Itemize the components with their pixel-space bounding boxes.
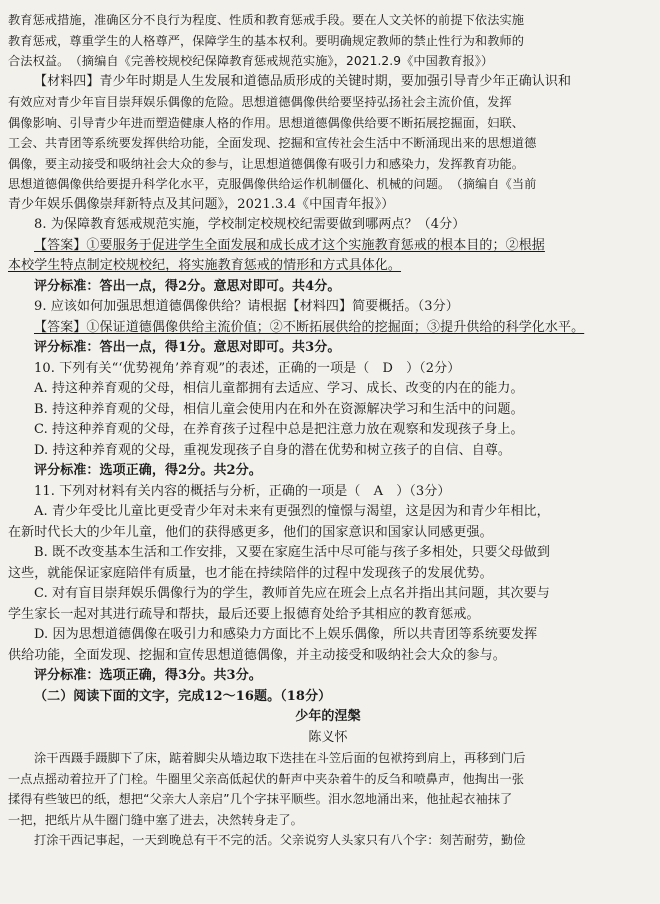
text-line: 工会、共青团等系统要发挥供给功能，全面发现、挖掘和宣传社会生活中不断涌现出来的思想道德	[8, 136, 537, 150]
story-paragraph: 一把，把纸片从牛圈门缝中塞了进去，决然转身走了。	[8, 812, 303, 827]
scoring-10: 评分标准：选项正确，得2分。共2分。	[34, 463, 262, 478]
text-line: 思想道德偶像供给要提升科学化水平，克服偶像供给运作机制僵化、机械的问题。 （摘编自《当前	[8, 177, 537, 191]
scoring-8: 评分标准：答出一点，得2分。意思对即可。共4分。	[34, 278, 341, 294]
option-11-b-cont: 这些，就能保证家庭陪伴有质量，也才能在持续陪伴的过程中发现孩子的发展优势。	[8, 565, 493, 581]
question-9: 9. 应该如何加强思想道德偶像供给？请根据【材料四】简要概括。（3分）	[34, 299, 459, 314]
option-11-d: D. 因为思想道德偶像在吸引力和感染力方面比不上娱乐偶像，所以共青团等系统要发挥	[34, 627, 538, 642]
question-10: 10. 下列有关“‘优势视角’养育观”的表述，正确的一项是（ D ）（2分）	[34, 360, 461, 376]
scoring-9: 评分标准：答出一点，得1分。意思对即可。共3分。	[34, 340, 341, 355]
story-author: 陈义怀	[308, 729, 348, 745]
text-line: 有效应对青少年盲目崇拜娱乐偶像的危险。思想道德偶像供给要坚持弘扬社会主流价值，发挥	[8, 95, 512, 109]
text-line: 教育惩戒措施，准确区分不良行为程度、性质和教育惩戒手段。要在人文关怀的前提下依法实施	[8, 13, 525, 27]
scoring-11: 评分标准：选项正确，得3分。共3分。	[34, 668, 262, 683]
option-10-d: D. 持这种养育观的父母，重视发现孩子自身的潜在优势和树立孩子的自信、自尊。	[34, 442, 512, 458]
question-8: 8. 为保障教育惩戒规范实施，学校制定校规校纪需要做到哪两点？（4分）	[34, 217, 466, 232]
answer-8-line-2: 本校学生特点制定校规校纪，将实施教育惩戒的情形和方式具体化。	[8, 258, 402, 273]
story-title: 少年的涅槃	[295, 709, 361, 724]
option-11-a-cont: 在新时代长大的少年儿童，他们的获得感更多，他们的国家意识和国家认同感更强。	[8, 524, 493, 540]
option-11-d-cont: 供给功能，全面发现、挖掘和宣传思想道德偶像，并主动接受和吸纳社会大众的参与。	[8, 647, 506, 663]
story-paragraph: 一点点摇动着拉开了门栓。牛圈里父亲高低起伏的鼾声中夹杂着牛的反刍和喷鼻声，他掏出一张	[8, 771, 525, 786]
option-11-b: B. 既不改变基本生活和工作安排，又要在家庭生活中尽可能与孩子多相处，只要父母做到	[34, 545, 550, 560]
question-11: 11. 下列对材料有关内容的概括与分析，正确的一项是（ A ）（3分）	[34, 483, 451, 499]
text-line: 偶像影响、引导青少年进而塑造健康人格的作用。思想道德偶像供给要不断拓展挖掘面，妇联、	[8, 115, 525, 130]
story-paragraph: 揉得有些皱巴的纸，想把“父亲大人亲启”几个字抹平顺些。泪水忽地涌出来，他扯起衣袖抹了	[8, 792, 513, 806]
option-10-a: A. 持这种养育观的父母，相信儿童都拥有去适应、学习、成长、改变的内在的能力。	[34, 381, 524, 396]
text-line: 青少年娱乐偶像崇拜新特点及其问题》，2021.3.4《中国青年报》）	[8, 196, 395, 212]
option-10-b: B. 持这种养育观的父母，相信儿童会使用内在和外在资源解决学习和生活中的问题。	[34, 401, 524, 417]
story-paragraph: 打涂干西记事起，一天到晚总有干不完的活。父亲说穷人头家只有八个字：刻苦耐劳，勤俭	[34, 833, 526, 847]
answer-8-line-1: 【答案】①要服务于促进学生全面发展和成长成才这个实施教育惩戒的根本目的；②根据	[34, 237, 545, 253]
text-line: 合法权益。 （摘编自《完善校规校纪保障教育惩戒规范实施》，2021.2.9《中国教育报》）	[8, 54, 494, 68]
answer-9: 【答案】①保证道德偶像供给主流价值；②不断拓展供给的挖掘面；③提升供给的科学化水平。	[34, 319, 585, 335]
section-heading: （二）阅读下面的文字，完成12～16题。（18分）	[34, 688, 332, 704]
option-11-a: A. 青少年受比儿童比更受青少年对未来有更强烈的憧憬与渴望，这是因为和青少年相比，	[34, 504, 550, 519]
material-four-heading: 【材料四】青少年时期是人生发展和道德品质形成的关键时期，要加强引导青少年正确认识和	[34, 73, 572, 89]
text-line: 偶像，要主动接受和吸纳社会大众的参与，让思想道德偶像有吸引力和感染力，发挥教育功能。	[8, 156, 525, 171]
text-line: 教育惩戒，尊重学生的人格尊严，保障学生的基本权利。要明确规定教师的禁止性行为和教师的	[8, 33, 525, 48]
option-11-c-cont: 学生家长一起对其进行疏导和帮扶，最后还要上报德育处给予其相应的教育惩戒。	[8, 606, 480, 622]
option-11-c: C. 对有盲目崇拜娱乐偶像行为的学生，教师首先应在班会上点名并指出其问题，其次要与	[34, 586, 550, 601]
story-paragraph: 涂干西蹑手蹑脚下了床，踮着脚尖从墙边取下迭挂在斗笠后面的包袱挎到肩上，再移到门后	[34, 751, 526, 765]
option-10-c: C. 持这种养育观的父母，在养育孩子过程中总是把注意力放在观察和发现孩子身上。	[34, 422, 524, 437]
